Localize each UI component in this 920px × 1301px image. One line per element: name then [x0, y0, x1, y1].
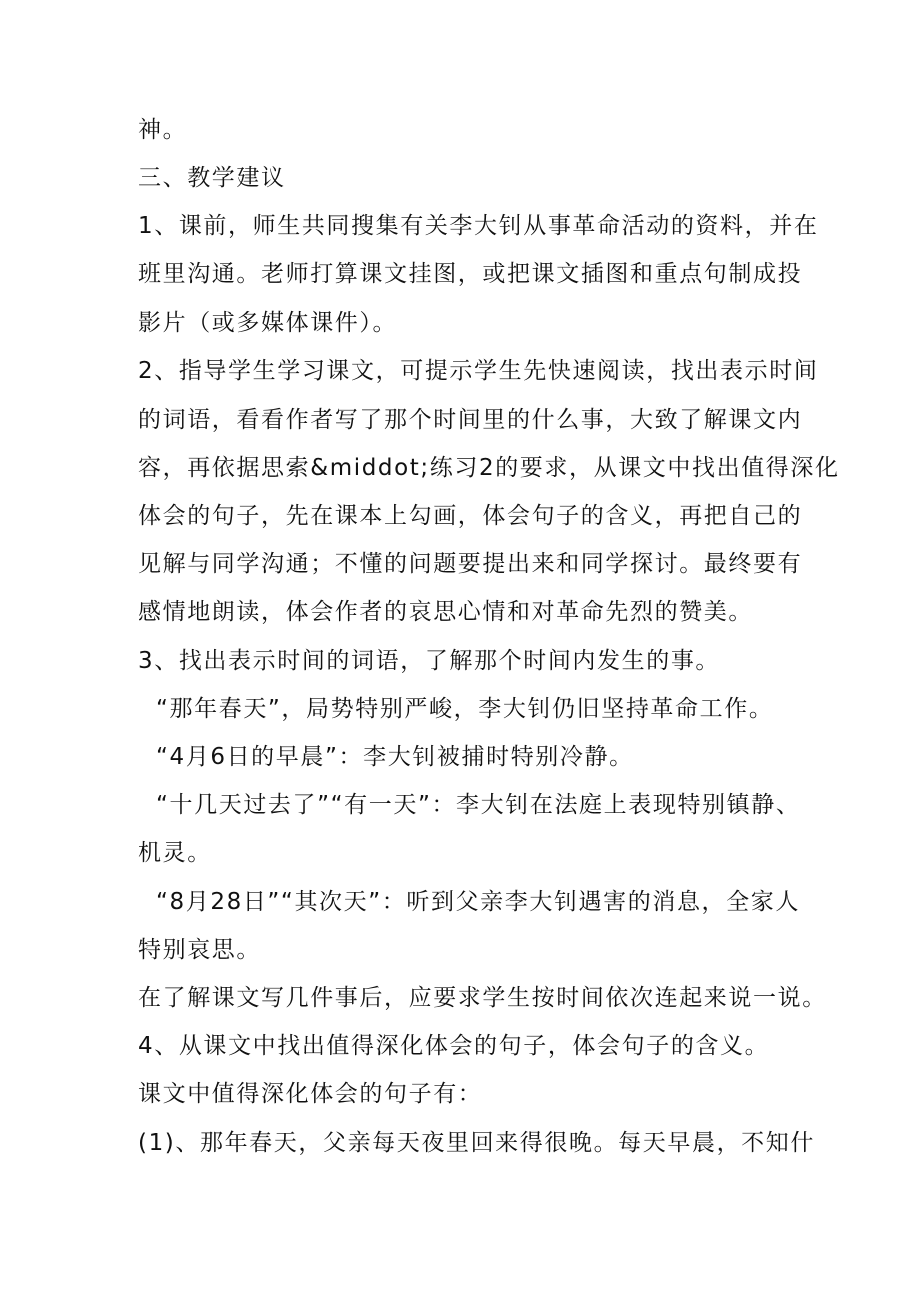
text-line: 4、从课文中找出值得深化体会的句子，体会句子的含义。	[138, 1033, 770, 1059]
text-line: (1)、那年春天，父亲每天夜里回来得很晚。每天早晨，不知什	[138, 1130, 815, 1156]
text-line: “8月28日”“其次天”：听到父亲李大钊遇害的消息，全家人	[156, 889, 800, 915]
text-line: 容，再依据思索&middot;练习2的要求，从课文中找出值得深化	[138, 455, 840, 481]
text-line: 机灵。	[138, 840, 212, 866]
text-line: 在了解课文写几件事后，应要求学生按时间依次连起来说一说。	[138, 985, 827, 1011]
text-line: “那年春天”，局势特别严峻，李大钊仍旧坚持革命工作。	[156, 696, 774, 722]
text-line: 神。	[138, 117, 188, 143]
text-line: 课文中值得深化体会的句子有：	[138, 1081, 483, 1107]
text-line: 班里沟通。老师打算课文挂图，或把课文插图和重点句制成投	[138, 261, 803, 287]
text-line: 2、指导学生学习课文，可提示学生先快速阅读，找出表示时间	[138, 358, 819, 384]
text-line: “十几天过去了”“有一天”：李大钊在法庭上表现特别镇静、	[156, 792, 801, 818]
text-line: 3、找出表示时间的词语，了解那个时间内发生的事。	[138, 648, 721, 674]
text-line: 体会的句子，先在课本上勾画，体会句子的含义，再把自己的	[138, 503, 803, 529]
section-heading: 三、教学建议	[138, 165, 286, 191]
text-line: 1、课前，师生共同搜集有关李大钊从事革命活动的资料，并在	[138, 213, 819, 239]
text-line: 特别哀思。	[138, 937, 261, 963]
text-line: 的词语，看看作者写了那个时间里的什么事，大致了解课文内	[138, 407, 803, 433]
text-line: 见解与同学沟通；不懂的问题要提出来和同学探讨。最终要有	[138, 551, 803, 577]
text-line: 感情地朗读，体会作者的哀思心情和对革命先烈的赞美。	[138, 599, 753, 625]
text-line: 影片（或多媒体课件）。	[138, 310, 398, 336]
text-line: “4月6日的早晨”：李大钊被捕时特别冷静。	[156, 744, 634, 770]
